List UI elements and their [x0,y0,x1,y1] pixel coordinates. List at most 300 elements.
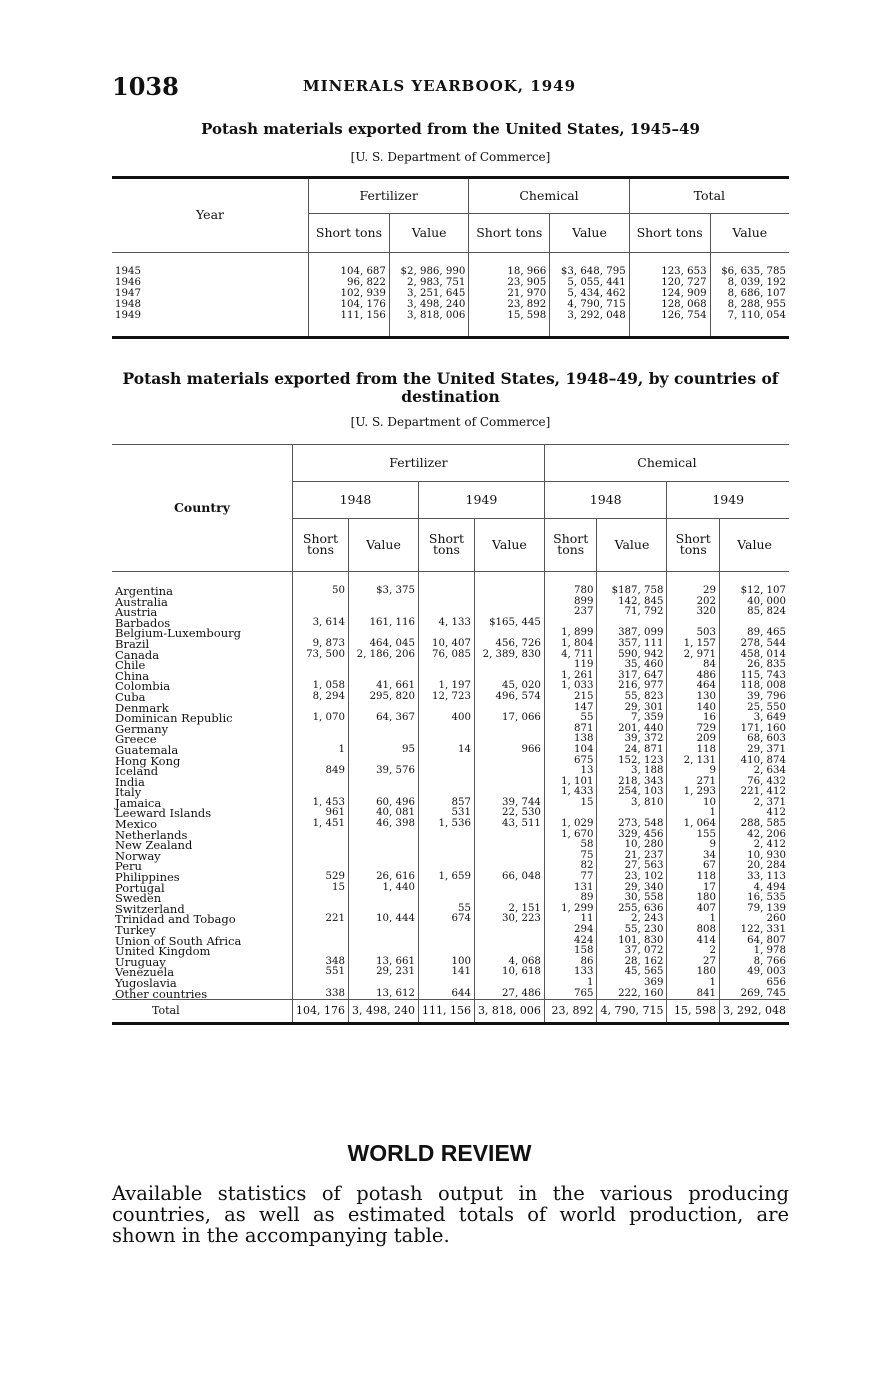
cell [292,840,348,851]
cell: 39, 576 [348,766,418,777]
cell: 89, 465 [720,628,789,639]
row-country: Canada [115,647,160,662]
row-country: Colombia [115,679,171,694]
cell: 209 [667,734,720,745]
table-row [112,893,789,904]
row-year: 1947 [115,288,141,300]
cell: 84 [667,660,720,671]
cell: 43, 511 [474,819,544,830]
cell: 64, 807 [720,936,789,947]
cell: 68, 603 [720,734,789,745]
cell: 221, 412 [720,787,789,798]
cell: 10, 280 [597,840,667,851]
table-row [112,830,789,841]
cell: 140 [667,703,720,714]
row-country: Chile [115,658,146,673]
cell: 1, 453 [292,798,348,809]
row-country: Sweden [115,891,162,906]
cell [474,777,544,788]
cell: 9 [667,766,720,777]
cell: 161, 116 [348,618,418,629]
cell: 60, 496 [348,798,418,809]
table-row [112,914,789,925]
cell: 3, 810 [597,798,667,809]
cell: 1 [292,745,348,756]
sub-short-tons: Short tons [469,214,550,253]
cell: 66, 048 [474,872,544,883]
cell: 808 [667,925,720,936]
cell: 2, 131 [667,756,720,767]
cell: 12, 723 [418,692,474,703]
cell [418,883,474,894]
cell: $2, 986, 990 [389,253,468,279]
cell: 89 [544,893,597,904]
table-row [112,851,789,862]
sub-value: Value [597,519,667,572]
cell: 152, 123 [597,756,667,767]
cell: 2, 634 [720,766,789,777]
col-country: Country [112,445,292,572]
cell: 320 [667,607,720,618]
cell: 40, 081 [348,808,418,819]
cell: 23, 102 [597,872,667,883]
row-country: Iceland [115,764,159,779]
cell: 21, 237 [597,851,667,862]
cell: 33, 113 [720,872,789,883]
cell: 21, 970 [469,289,550,300]
cell: 729 [667,724,720,735]
table2-title: Potash materials exported from the United States, 1948–49, by countries of destination [122,369,779,406]
cell [292,851,348,862]
cell: 24, 871 [597,745,667,756]
row-country: Jamaica [115,795,162,810]
col-year: Year [112,178,309,253]
cell: 1, 101 [544,777,597,788]
cell: 8, 766 [720,957,789,968]
table-row [112,883,789,894]
cell: 10, 407 [418,639,474,650]
cell: 122, 331 [720,925,789,936]
cell: 39, 796 [720,692,789,703]
world-review-heading: WORLD REVIEW [347,1140,532,1166]
cell: 503 [667,628,720,639]
sub-short-tons: Short tons [544,519,597,572]
cell: 126, 754 [629,311,710,338]
cell: 29, 301 [597,703,667,714]
cell: 295, 820 [348,692,418,703]
cell: 590, 942 [597,650,667,661]
cell [474,936,544,947]
cell: 49, 003 [720,967,789,978]
cell: 26, 616 [348,872,418,883]
cell: 2, 412 [720,840,789,851]
cell: 765 [544,989,597,1000]
group-fertilizer: Fertilizer [292,445,544,482]
cell: 1, 029 [544,819,597,830]
cell: 899 [544,597,597,608]
cell: 118 [667,745,720,756]
cell [348,851,418,862]
cell: 1 [667,914,720,925]
cell: 2, 971 [667,650,720,661]
cell: 8, 294 [292,692,348,703]
row-country: Peru [115,859,142,874]
cell: 10, 930 [720,851,789,862]
total-cell: 111, 156 [418,1000,474,1024]
cell: 8, 039, 192 [710,278,789,289]
cell: 961 [292,808,348,819]
cell [292,978,348,989]
cell [348,777,418,788]
cell: 85, 824 [720,607,789,618]
cell: 29, 371 [720,745,789,756]
cell: 456, 726 [474,639,544,650]
cell [292,893,348,904]
row-year: 1948 [115,299,141,311]
cell: 1 [667,808,720,819]
cell: 849 [292,766,348,777]
table-row [112,650,789,661]
cell: 531 [418,808,474,819]
cell: 104, 687 [309,253,390,279]
cell: 13, 612 [348,989,418,1000]
cell: 4, 068 [474,957,544,968]
total-row [112,1000,789,1024]
cell: 780 [544,572,597,597]
sub-short-tons: Short tons [309,214,390,253]
cell: 2, 151 [474,904,544,915]
total-cell: 104, 176 [292,1000,348,1024]
cell: 15 [292,883,348,894]
total-cell: 15, 598 [667,1000,720,1024]
cell: 23, 892 [469,300,550,311]
cell: $3, 648, 795 [550,253,629,279]
cell: 2, 186, 206 [348,650,418,661]
row-year: 1949 [115,310,141,322]
cell: 237 [544,607,597,618]
row-country: Union of South Africa [115,933,242,948]
cell: 147 [544,703,597,714]
row-country: Netherlands [115,827,188,842]
cell: 424 [544,936,597,947]
cell: 269, 745 [720,989,789,1000]
cell [474,572,544,597]
cell: 29 [667,572,720,597]
cell: 2, 983, 751 [389,278,468,289]
table-row [112,766,789,777]
cell: 3, 292, 048 [550,311,629,338]
cell: 966 [474,745,544,756]
cell: 1, 659 [418,872,474,883]
cell: 180 [667,967,720,978]
cell [418,978,474,989]
cell [292,925,348,936]
cell: 412 [720,808,789,819]
cell: 30, 558 [597,893,667,904]
cell: $6, 635, 785 [710,253,789,279]
total-label: Total [152,1003,180,1017]
cell: 10, 444 [348,914,418,925]
cell: 1, 978 [720,946,789,957]
cell: $3, 375 [348,572,418,597]
cell: 96, 822 [309,278,390,289]
cell: 1, 451 [292,819,348,830]
cell: 3, 251, 645 [389,289,468,300]
cell: 142, 845 [597,597,667,608]
cell: 4, 133 [418,618,474,629]
cell: 294 [544,925,597,936]
cell: 180 [667,893,720,904]
cell: 407 [667,904,720,915]
world-review-paragraph: Available statistics of potash output in the various producing countries, as well as estimated totals of world production, are shown in the accompanying table. [112,1182,789,1247]
group-chemical: Chemical [544,445,789,482]
cell: 841 [667,989,720,1000]
table-row [112,692,789,703]
cell: 387, 099 [597,628,667,639]
cell: 348 [292,957,348,968]
cell: 8, 686, 107 [710,289,789,300]
cell: 17 [667,883,720,894]
row-country: Belgium-Luxembourg [115,626,241,641]
cell: 400 [418,713,474,724]
cell [348,724,418,735]
table-row [112,989,789,1000]
cell: 71, 792 [597,607,667,618]
cell [348,597,418,608]
row-country: Other countries [115,986,208,1001]
row-year: 1945 [115,266,141,278]
cell: 10, 618 [474,967,544,978]
cell: 141 [418,967,474,978]
cell: 529 [292,872,348,883]
cell: $187, 758 [597,572,667,597]
cell [418,660,474,671]
table2 [112,444,789,1025]
group-chemical: Chemical [469,178,629,214]
cell: 130 [667,692,720,703]
cell: 357, 111 [597,639,667,650]
cell: 76, 085 [418,650,474,661]
cell: 13 [544,766,597,777]
row-country: Barbados [115,615,171,630]
cell: 218, 343 [597,777,667,788]
cell: 5, 055, 441 [550,278,629,289]
cell: 254, 103 [597,787,667,798]
cell [418,756,474,767]
cell: 34 [667,851,720,862]
row-country: Argentina [115,584,173,598]
cell [474,883,544,894]
cell: 27, 486 [474,989,544,1000]
cell: 95 [348,745,418,756]
sub-value: Value [710,214,789,253]
cell [292,777,348,788]
sub-short-tons: Short tons [418,519,474,572]
row-country: New Zealand [115,838,193,853]
cell: 42, 206 [720,830,789,841]
row-country: Portugal [115,880,165,895]
cell: 10 [667,798,720,809]
cell [474,978,544,989]
cell: 5, 434, 462 [550,289,629,300]
row-country: Germany [115,721,169,736]
row-country: Norway [115,848,161,863]
cell: 133 [544,967,597,978]
cell: 1, 899 [544,628,597,639]
cell: 1, 058 [292,681,348,692]
cell: 16, 535 [720,893,789,904]
cell: 674 [418,914,474,925]
cell: 9 [667,840,720,851]
cell [292,597,348,608]
cell [292,936,348,947]
cell: 329, 456 [597,830,667,841]
row-country: Denmark [115,700,169,715]
cell [348,978,418,989]
cell: 260 [720,914,789,925]
cell: 7, 110, 054 [710,311,789,338]
cell: 155 [667,830,720,841]
row-country: Austria [115,605,158,620]
cell [292,660,348,671]
cell: 120, 727 [629,278,710,289]
cell: 40, 000 [720,597,789,608]
total-cell: 23, 892 [544,1000,597,1024]
cell: 410, 874 [720,756,789,767]
cell: 2 [667,946,720,957]
row-country: Brazil [115,636,150,651]
cell [348,830,418,841]
cell: 4, 711 [544,650,597,661]
sub-value: Value [720,519,789,572]
cell: 77 [544,872,597,883]
cell: 222, 160 [597,989,667,1000]
cell: 216, 977 [597,681,667,692]
table-row [112,713,789,724]
cell: 39, 744 [474,798,544,809]
cell: 111, 156 [309,311,390,338]
cell: 2, 389, 830 [474,650,544,661]
cell [348,893,418,904]
cell: 118 [667,872,720,883]
cell: 50 [292,572,348,597]
sub-value: Value [348,519,418,572]
cell: 255, 636 [597,904,667,915]
cell: 75 [544,851,597,862]
cell: 16 [667,713,720,724]
cell: 1, 070 [292,713,348,724]
cell: 1, 670 [544,830,597,841]
cell [418,572,474,597]
table-row [112,967,789,978]
row-country: Greece [115,732,157,747]
row-country: Cuba [115,689,146,704]
cell: 1, 440 [348,883,418,894]
cell: 76, 432 [720,777,789,788]
table-row [112,253,789,279]
cell: 30, 223 [474,914,544,925]
cell: 278, 544 [720,639,789,650]
cell: 4, 494 [720,883,789,894]
row-country: China [115,668,150,683]
cell [418,777,474,788]
cell: 86 [544,957,597,968]
cell: 104 [544,745,597,756]
cell: 201, 440 [597,724,667,735]
cell: 35, 460 [597,660,667,671]
cell: 3, 818, 006 [389,311,468,338]
cell: 369 [597,978,667,989]
table-row [112,745,789,756]
total-cell: 4, 790, 715 [597,1000,667,1024]
group-fertilizer: Fertilizer [309,178,469,214]
cell: 37, 072 [597,946,667,957]
row-country: Dominican Republic [115,711,233,726]
cell [474,925,544,936]
cell [348,840,418,851]
cell [474,851,544,862]
cell: 1, 197 [418,681,474,692]
cell: 41, 661 [348,681,418,692]
table-row [112,819,789,830]
cell [348,925,418,936]
row-country: Switzerland [115,901,185,916]
cell: 215 [544,692,597,703]
sub-short-tons: Short tons [667,519,720,572]
year-1949: 1949 [418,482,544,519]
cell: 119 [544,660,597,671]
cell: 29, 231 [348,967,418,978]
cell [348,660,418,671]
row-country: Turkey [115,923,156,937]
table-row [112,936,789,947]
cell: 13, 661 [348,957,418,968]
table-row [112,660,789,671]
cell: 124, 909 [629,289,710,300]
table1 [112,176,789,339]
cell: 414 [667,936,720,947]
row-country: Mexico [115,817,158,832]
cell: 17, 066 [474,713,544,724]
sub-short-tons: Short tons [292,519,348,572]
row-country: Philippines [115,870,180,885]
cell: 11 [544,914,597,925]
cell [418,724,474,735]
cell: 118, 008 [720,681,789,692]
cell: 39, 372 [597,734,667,745]
cell: 55, 230 [597,925,667,936]
cell: 128, 068 [629,300,710,311]
cell: $12, 107 [720,572,789,597]
total-cell: 3, 818, 006 [474,1000,544,1024]
row-country: Venezuela [115,965,175,980]
table-row [112,572,789,597]
table1-source: [U. S. Department of Commerce] [350,150,551,164]
cell: 221 [292,914,348,925]
cell: 1, 433 [544,787,597,798]
table-row [112,311,789,338]
cell: 857 [418,798,474,809]
row-country: Guatemala [115,742,179,757]
cell [418,936,474,947]
cell: 58 [544,840,597,851]
row-country: Hong Kong [115,753,181,768]
cell: 675 [544,756,597,767]
cell: 73, 500 [292,650,348,661]
row-year: 1946 [115,277,141,289]
cell: 273, 548 [597,819,667,830]
table-row [112,734,789,745]
